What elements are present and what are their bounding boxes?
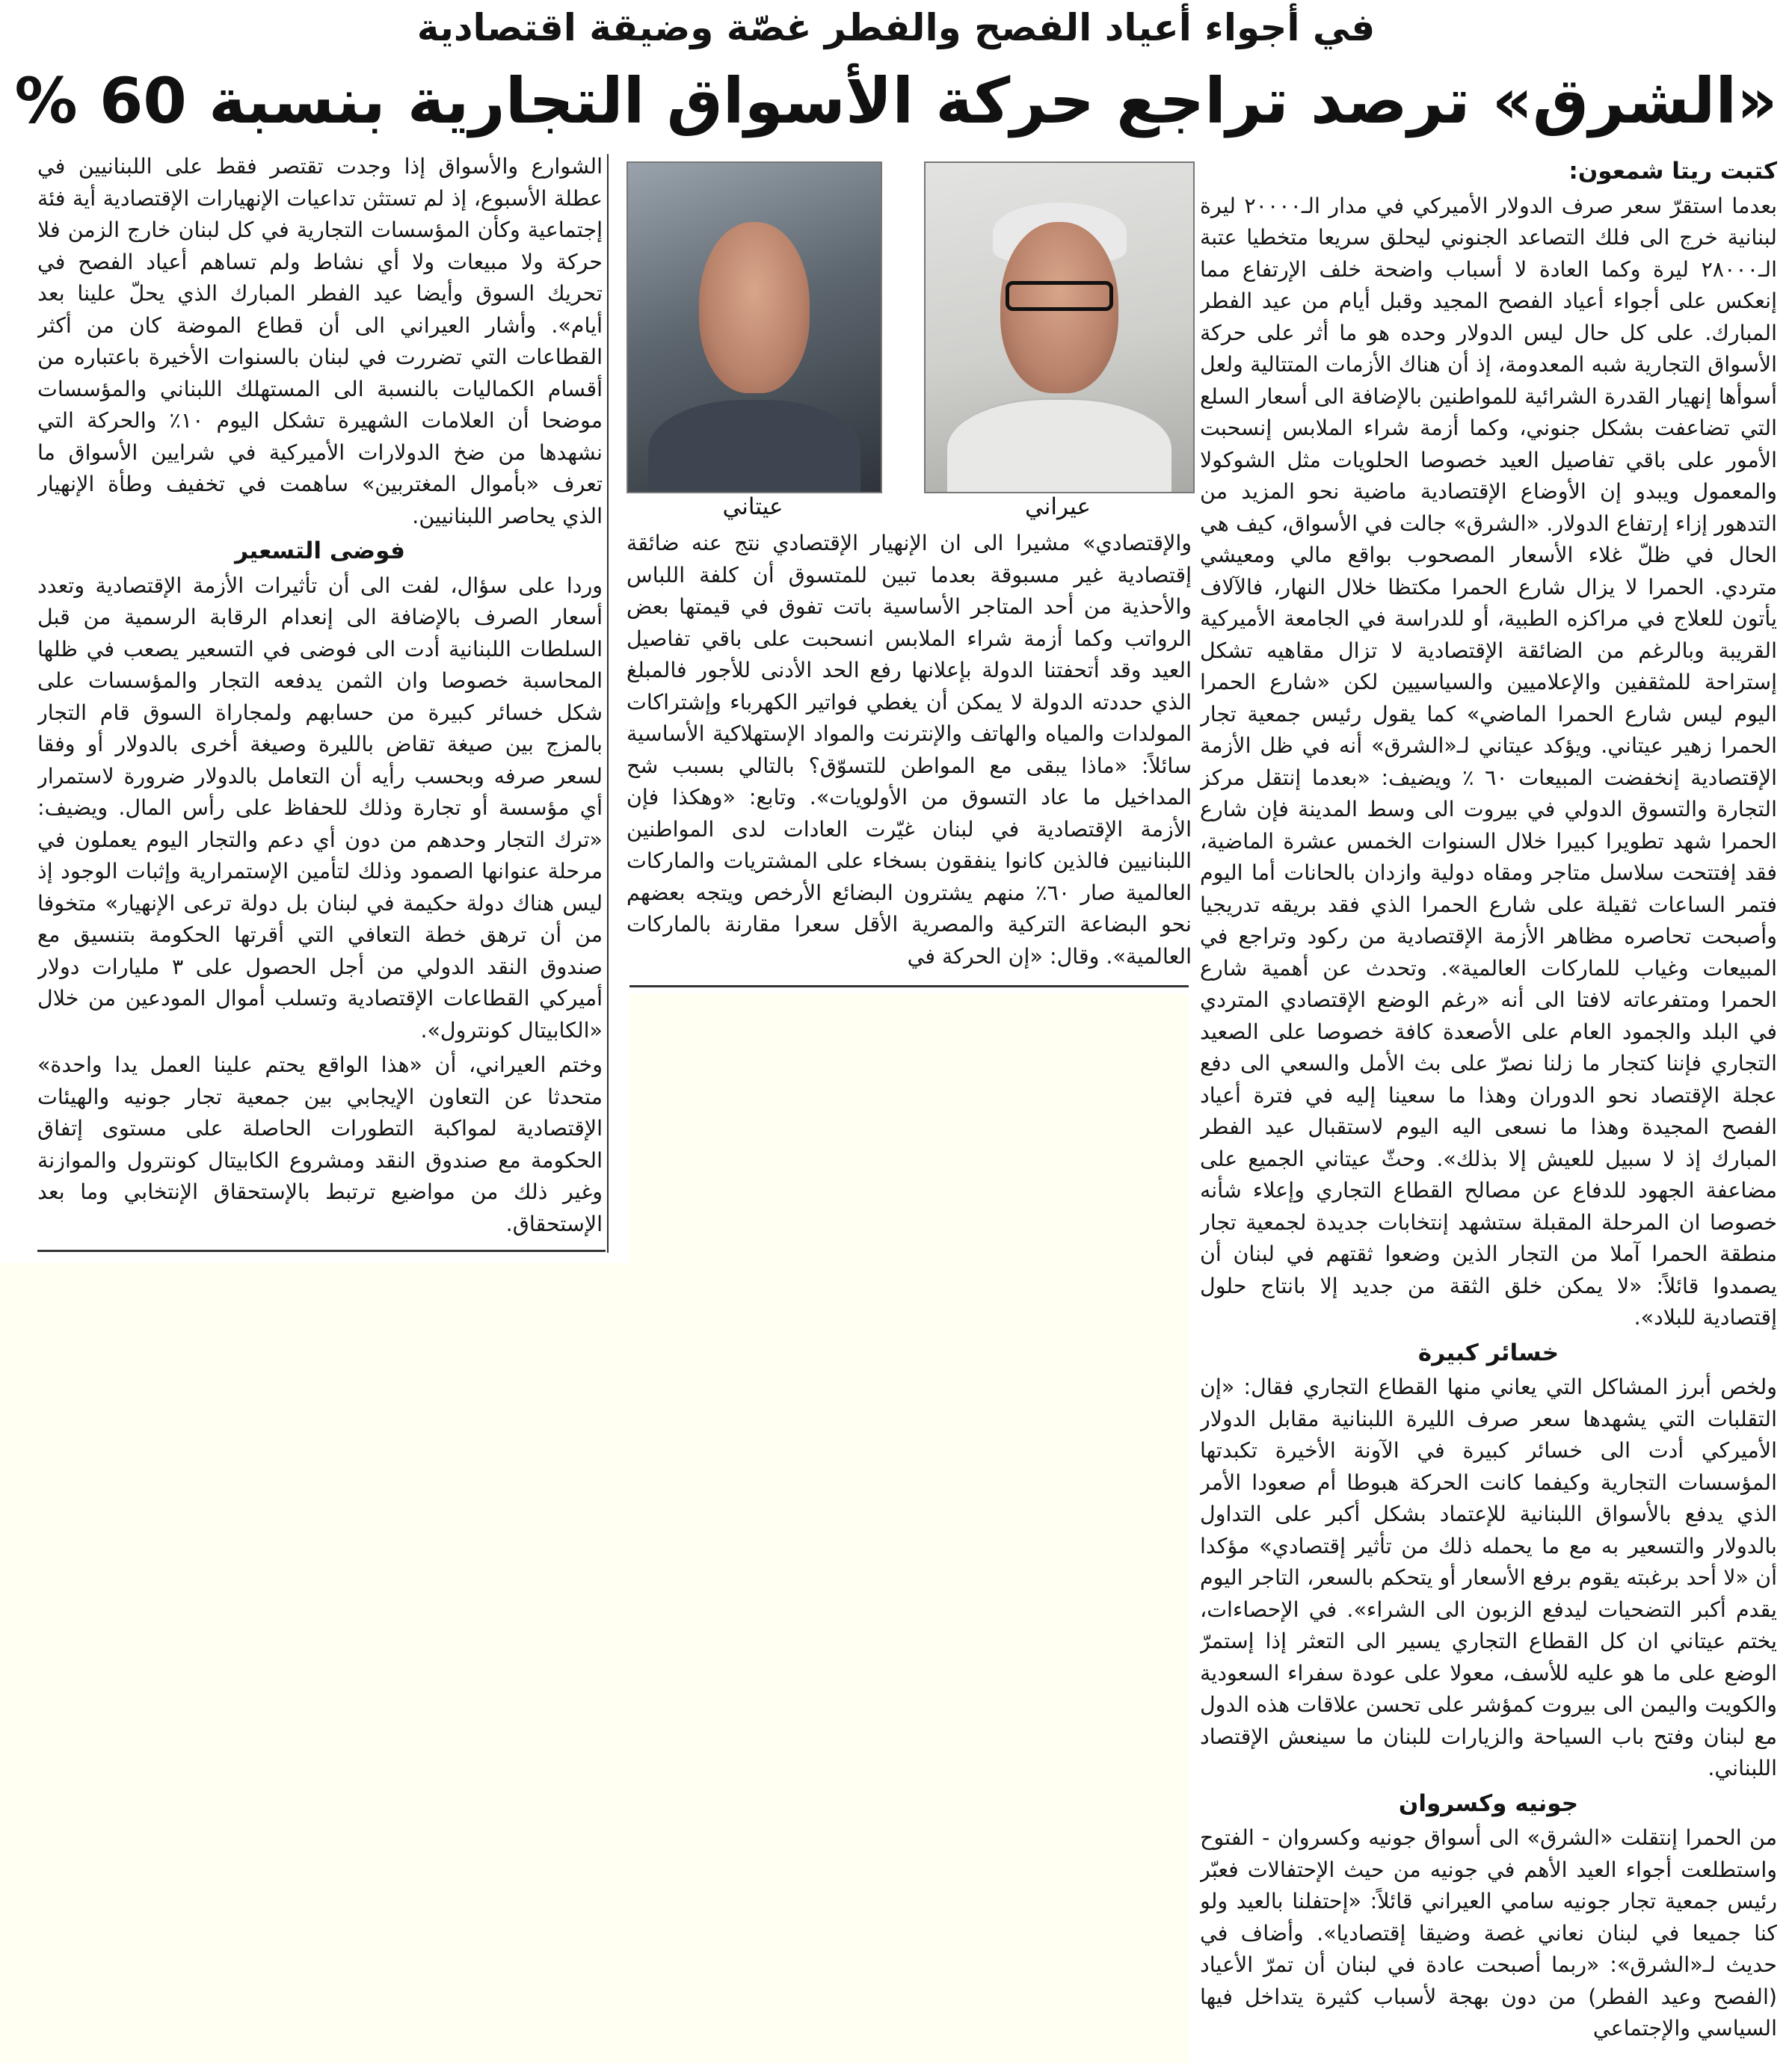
paragraph: والإقتصادي» مشيرا الى ان الإنهيار الإقتصادي نتج عنه ضائقة إقتصادية غير مسبوقة بعدما تبين للمتسوق أن كلفة اللباس والأحذية من أحد المتاجر الأساسية باتت تفوق في قيمتها بعض الرواتب وكما أزمة شراء الملابس انسحبت على باقي تفاصيل العيد وقد أتحفتنا الدولة بإعلانها رفع الحد الأدنى للأجور فالمبلغ الذي حددته الدولة لا يمكن أن يغطي فواتير الكهرباء وإشتراكات المولدات والمياه والهاتف والإنترنت والمواد الإستهلاكية الأساسية سائلاً: «ماذا يبقى مع المواطن للتسوّق؟ بالتالي بسبب شح المداخيل ما عاد التسوق من الأولويات». وتابع: «وهكذا فإن الأزمة الإقتصادية في لبنان غيّرت العادات لدى المواطنين اللبنانيين فالذين كانوا ينفقون بسخاء على المشتريات والماركات العالمية صار ٦٠٪ منهم يشترون البضائع الأرخص ويتجه بعضهم نحو البضاعة التركية والمصرية الأقل سعرا مقارنة بالماركات العالمية». وقال: «إن الحركة في <box>626 531 1192 969</box>
photo-shirt <box>648 400 860 493</box>
paragraph: وردا على سؤال، لفت الى أن تأثيرات الأزمة الإقتصادية وتعدد أسعار الصرف بالإضافة الى إنعدام الرقابة الرسمية من قبل السلطات اللبنانية أدت الى فوضى في التسعير يصعب في ظلها المحاسبة خصوصا وان الثمن يدفعه التجار والمؤسسات على شكل خسائر كبيرة من حسابهم ولمجاراة السوق قام التجار بالمزج بين صيغة تقاض بالليرة وصيغة أخرى بالدولار أو وفقا لسعر صرفه وبحسب رأيه أن التعامل بالدولار ضرورة لاستمرار أي مؤسسة أو تجارة وذلك للحفاظ على رأس المال. ويضيف: «ترك التجار وحدهم من دون أي دعم والتجار اليوم يعملون في مرحلة عنوانها الصمود وذلك لتأمين الإستمرارية وإثبات الوجود إذ ليس هناك دولة حكيمة في لبنان بل دولة ترعى الإنهيار» متخوفا من أن ترهق خطة التعافي التي أقرتها الحكومة بتنسيق مع صندوق النقد الدولي من أجل الحصول على ٣ مليارات دولار أميركي القطاعات الإقتصادية وتسلب أموال المودعين من خلال «الكابيتال كونترول». <box>37 573 603 1043</box>
paragraph: من الحمرا إنتقلت «الشرق» الى أسواق جونيه وكسروان - الفتوح واستطلعت أجواء العيد الأهم في جونيه من حيث الإحتفالات فعبّر رئيس جمعية تجار جونيه سامي العيراني قائلاً: «إحتفلنا بالعيد ولو كنا جميعا في لبنان نعاني غصة وضيقا إقتصاديا». وأضاف في حديث لـ«الشرق»: «ربما أصبحت عادة في لبنان أن تمرّ الأعياد (الفصح وعيد الفطر) من دون بهجة لأسباب كثيرة يتداخل فيها السياسي والإجتماعي <box>1200 1825 1777 2041</box>
column-divider <box>629 985 1189 987</box>
subheading: خسائر كبيرة <box>1417 1339 1559 1366</box>
blank-area <box>629 994 1189 2063</box>
column-divider <box>37 1250 606 1252</box>
article-headline: «الشرق» ترصد تراجع حركة الأسواق التجارية بنسبة 60 % <box>14 64 1778 138</box>
photo-shirt <box>947 398 1172 493</box>
photo-caption-irani: عيراني <box>1024 493 1091 520</box>
column-rule-vertical <box>607 154 609 1253</box>
photo-caption-itani: عيتاني <box>722 493 783 520</box>
photo-glasses <box>1006 281 1112 311</box>
portrait-photo-irani <box>924 161 1195 493</box>
column-middle <box>626 528 1192 981</box>
column-right <box>1200 155 1777 2054</box>
subheading: جونيه وكسروان <box>1398 1789 1579 1817</box>
column-left <box>37 151 603 1244</box>
paragraph: بعدما استقرّ سعر صرف الدولار الأميركي في مدار الـ٢٠٠٠٠ ليرة لبنانية خرج الى فلك التصاعد الجنوني ليحلق سريعا متخطيا عتبة الـ٢٨٠٠٠ ليرة وكما العادة لا أسباب واضحة خلف الإرتفاع مما إنعكس على أجواء أعياد الفصح المجيد وقبل أيام من عيد الفطر المبارك. على كل حال ليس الدولار وحده هو ما أثر على حركة الأسواق التجارية شبه المعدومة، إذ أن هناك الأزمات المتتالية ولعل أسوأها إنهيار القدرة الشرائية للمواطنين بالإضافة الى أسعار السلع التي تضاعفت بشكل جنوني، وكما أزمة شراء الملابس إنسحبت الأمور على باقي تفاصيل العيد خصوصا الحلويات مثل الشوكولا والمعمول ويبدو إن الأوضاع الإقتصادية ماضية نحو المزيد من التدهور إزاء إرتفاع الدولار. «الشرق» جالت في الأسواق، كيف هي الحال في ظلّ غلاء الأسعار المصحوب بواقع مالي ومعيشي متردي. الحمرا لا يزال شارع الحمرا مكتظا خلال النهار، فالآلاف يأتون للعلاج في مراكزه الطبية، أو للدراسة في الجامعة الأميركية القريبة وبالرغم من الضائقة الإقتصادية لا تزال مقاهيه تشكل إستراحة للمثقفين والإعلاميين والسياسيين لكن «شارع الحمرا اليوم ليس شارع الحمرا الماضي» كما يقول رئيس جمعية تجار الحمرا زهير عيتاني. ويؤكد عيتاني لـ«الشرق» أنه في ظل الأزمة الإقتصادية إنخفضت المبيعات ٦٠ ٪ ويضيف: «بعدما إنتقل مركز التجارة والتسوق الدولي في بيروت الى وسط المدينة فإن شارع الحمرا شهد تطويرا كبيرا خلال السنوات الخمس عشرة الماضية، فقد إفتتحت سلاسل متاجر ومقاه دولية وازدان بالحانات أما اليوم فتمر الساعات ثقيلة على شارع الحمرا الذي فقد بريقه تدريجيا وأصبحت تحاصره مظاهر الأزمة الإقتصادية من ركود وتراجع في المبيعات وغياب للماركات العالمية». وتحدث عن أهمية شارع الحمرا ومتفرعاته لافتا الى أنه «رغم الوضع الإقتصادي المتردي في البلد والجمود العام على الأصعدة كافة خصوصا على الصعيد التجاري فإننا كتجار ما زلنا نصرّ على بث الأمل والسعي الى دفع عجلة الإقتصاد نحو الدوران وهذا ما سعينا إليه في فترة أعياد الفصح المجيدة وهذا ما نسعى اليه اليوم لاستقبال عيد الفطر المبارك إذ لا سبيل للعيش إلا بذلك». وحثّ عيتاني الجميع على مضاعفة الجهود للدفاع عن مصالح القطاع التجاري وإعلاء شأنه خصوصا ان المرحلة المقبلة ستشهد إنتخابات جديدة لجمعية تجار منطقة الحمرا آملا من التجار الذين وضعوا ثقتهم في لبنان أن يصمدوا قائلاً: «لا يمكن خلق الثقة من جديد إلا بانتاج حلول إقتصادية للبلاد». <box>1200 193 1777 1330</box>
byline: كتبت ريتا شمعون: <box>1568 158 1777 185</box>
paragraph: الشوارع والأسواق إذا وجدت تقتصر فقط على اللبنانيين في عطلة الأسبوع، إذ لم تستثن تداعيات الإنهيارات الإقتصادية أية فئة إجتماعية وكأن المؤسسات التجارية في كل لبنان خارج الزمن فلا حركة ولا مبيعات ولا أي نشاط ولم تساهم أعياد الفصح في تحريك السوق وأيضا عيد الفطر المبارك الذي يحلّ علينا بعد أيام». وأشار العيراني الى أن قطاع الموضة كان من أكثر القطاعات التي تضررت في لبنان بالسنوات الأخيرة باعتباره من أقسام الكماليات بالنسبة الى المستهلك اللبناني والمؤسسات موضحا أن العلامات الشهيرة تشكل اليوم ١٠٪ والحركة التي نشهدها من ضخ الدولارات الأميركية في شرايين الأسواق ما تعرف «بأموال المغتربين» ساهمت في تخفيف وطأة الإنهيار الذي يحاصر اللبنانيين. <box>37 154 603 528</box>
blank-area <box>0 1263 629 2063</box>
article-kicker: في أجواء أعياد الفصح والفطر غصّة وضيقة اقتصادية <box>416 6 1376 49</box>
paragraph: ولخص أبرز المشاكل التي يعاني منها القطاع التجاري فقال: «إن التقلبات التي يشهدها سعر صرف الليرة اللبنانية مقابل الدولار الأميركي أدت الى خسائر كبيرة في الآونة الأخيرة تكبدتها المؤسسات التجارية وكيفما كانت الحركة هبوطا أم صعودا الأمر الذي يدفع بالأسواق اللبنانية للإعتماد بشكل أكبر على التداول بالدولار والتسعير به مع ما يحمله ذلك من تأثير إقتصادي» مؤكدا أن «لا أحد برغبته يقوم برفع الأسعار أو يتحكم بالسعر، التاجر اليوم يقدم أكبر التضحيات ليدفع الزبون الى الشراء». في الإحصاءات، يختم عيتاني ان كل القطاع التجاري يسير الى التعثر إذا إستمرّ الوضع على ما هو عليه للأسف، معولا على عودة سفراء السعودية والكويت واليمن الى بيروت كمؤشر على تحسن علاقات هذه الدول مع لبنان وفتح باب السياحة والزيارات للبنان ما سينعش الإقتصاد اللبناني. <box>1200 1375 1777 1780</box>
paragraph: وختم العيراني، أن «هذا الواقع يحتم علينا العمل يدا واحدة» متحدثا عن التعاون الإيجابي بين جمعية تجار جونيه والهيئات الإقتصادية لمواكبة التطورات الحاصلة على مستوى إتفاق الحكومة مع صندوق النقد ومشروع الكابيتال كونترول والموازنة وغير ذلك من مواضيع ترتبط بالإستحقاق الإنتخابي وما بعد الإستحقاق. <box>37 1052 603 1236</box>
subheading: فوضى التسعير <box>235 537 405 564</box>
portrait-photo-itani <box>626 161 882 493</box>
photo-face <box>699 222 810 393</box>
